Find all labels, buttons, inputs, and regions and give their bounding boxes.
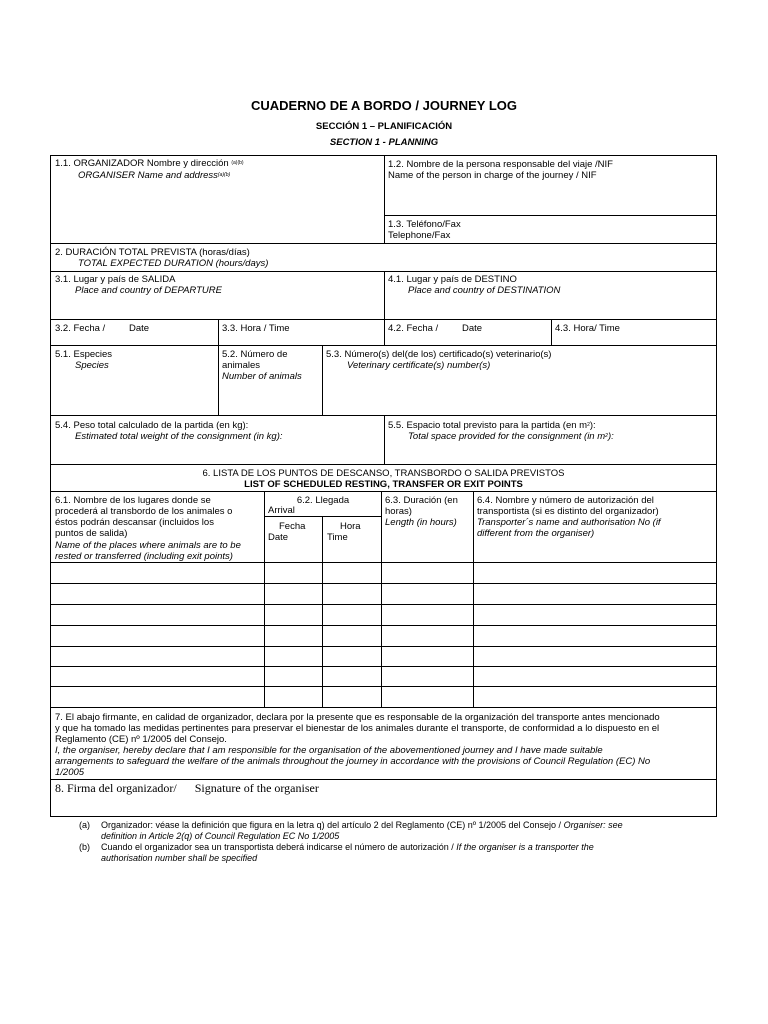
section-title-es: SECCIÓN 1 – PLANIFICACIÓN: [315, 121, 453, 132]
field-4-3-label: 4.3. Hora/ Time: [555, 323, 620, 334]
col-6-2-date: Date: [268, 532, 289, 543]
field-5-4-label-en: Estimated total weight of the consignment (in kg):: [75, 431, 283, 442]
divider-1-2: [384, 215, 717, 216]
document-title: CUADERNO DE A BORDO / JOURNEY LOG: [250, 98, 518, 113]
col-6-1-es-2: procederá al transbordo de los animales o: [55, 506, 233, 517]
divider-arrival: [265, 516, 381, 517]
vline-table-4: [473, 491, 474, 707]
table-row-line: [50, 604, 717, 605]
col-6-2-time: Time: [327, 532, 348, 543]
field-2-label-en: TOTAL EXPECTED DURATION (hours/days): [78, 258, 269, 269]
field-1-1-label-es: 1.1. ORGANIZADOR Nombre y dirección $^{(a)(b)}$: [55, 158, 244, 169]
table-row-line: [50, 583, 717, 584]
table-row-line: [50, 707, 717, 708]
field-2-label-es: 2. DURACIÓN TOTAL PREVISTA (horas/días): [55, 247, 250, 258]
divider-8: [50, 491, 717, 492]
vline-table-1: [264, 491, 265, 707]
field-5-3-label-es: 5.3. Número(s) del(de los) certificado(s) veterinario(s): [326, 349, 552, 360]
vline-4a: [218, 319, 219, 415]
footnote-a-mark: (a): [79, 820, 90, 830]
vline-3: [384, 271, 385, 345]
field-4-2-label-es: 4.2. Fecha /: [388, 323, 439, 334]
declaration-en-1: I, the organiser, hereby declare that I am responsible for the organisation of the abovementioned journey and I have made suitable: [55, 745, 603, 756]
field-3-2-label-en: Date: [129, 323, 150, 334]
table-row-line: [50, 625, 717, 626]
col-6-2-hora: Hora: [340, 521, 361, 532]
footnote-a-line-1: Organizador: véase la definición que figura en la letra q) del artículo 2 del Reglamento (CE) nº 1/2005 del Consejo / Organiser: see: [101, 820, 623, 830]
signature-label: 8. Firma del organizador/ Signature of the organiser: [55, 781, 319, 795]
table-row-line: [50, 646, 717, 647]
col-6-2-label-en: Arrival: [268, 505, 295, 516]
vline-table-3: [381, 491, 382, 707]
footnote-b-mark: (b): [79, 842, 90, 852]
field-1-3-label-es: 1.3. Teléfono/Fax: [388, 219, 461, 230]
footnote-a-line-2: definition in Article 2(q) of Council Regulation EC No 1/2005: [101, 831, 340, 841]
field-4-2-label-en: Date: [462, 323, 483, 334]
divider-2: [50, 243, 717, 244]
field-5-5-label-es: 5.5. Espacio total previsto para la partida (en $m^2$):: [388, 420, 596, 431]
col-6-3-es-1: 6.3. Duración (en: [385, 495, 458, 506]
col-6-1-en-1: Name of the places where animals are to be: [55, 540, 241, 551]
table-row-line: [50, 666, 717, 667]
col-6-3-en: Length (in hours): [385, 517, 457, 528]
declaration-es-2: y que ha tomado las medidas pertinentes para preservar el bienestar de los animales durante el transporte, de conformidad a lo dispuesto en el: [55, 723, 660, 734]
vline-1: [384, 155, 385, 243]
col-6-1-es-1: 6.1. Nombre de los lugares donde se: [55, 495, 211, 506]
field-1-1-label-en: ORGANISER Name and address$^{(a)(b)}$: [78, 170, 231, 181]
col-6-4-es-1: 6.4. Nombre y número de autorización del: [477, 495, 654, 506]
field-4-1-label-en: Place and country of DESTINATION: [408, 285, 561, 296]
field-5-5-label-en: Total space provided for the consignment (in $m^2$):: [408, 431, 614, 442]
section-title-en: SECTION 1 - PLANNING: [329, 137, 439, 148]
declaration-es-1: 7. El abajo firmante, en calidad de organizador, declara por la presente que es responsable de la organización del transporte antes mencionado: [55, 712, 660, 723]
field-1-2-label-es: 1.2. Nombre de la persona responsable del viaje /NIF: [388, 159, 613, 170]
col-6-1-en-2: rested or transferred (including exit points): [55, 551, 233, 562]
declaration-en-2: arrangements to safeguard the welfare of the animals throughout the journey in accordance with the provisions of Council Regulation (EC) No: [55, 756, 651, 767]
footnote-b-line-1: Cuando el organizador sea un transportista deberá indicarse el número de autorización / If the organiser is a transporter the: [101, 842, 594, 852]
field-5-2-label-es-2: animales: [222, 360, 261, 371]
col-6-1-es-3: éstos podrán descansar (incluidos los: [55, 517, 214, 528]
table-row-line: [50, 686, 717, 687]
col-6-1-es-4: puntos de salida): [55, 528, 128, 539]
declaration-en-3: 1/2005: [55, 767, 85, 778]
footnote-b-line-2: authorisation number shall be specified: [101, 853, 258, 863]
field-3-2-label-es: 3.2. Fecha /: [55, 323, 106, 334]
col-6-2-fecha: Fecha: [279, 521, 306, 532]
field-5-1-label-es: 5.1. Especies: [55, 349, 113, 360]
vline-5: [322, 345, 323, 415]
col-6-4-en-1: Transporter´s name and authorisation No (if: [477, 517, 661, 528]
col-6-3-es-2: horas): [385, 506, 412, 517]
section-6-heading-es: 6. LISTA DE LOS PUNTOS DE DESCANSO, TRANSBORDO O SALIDA PREVISTOS: [202, 468, 565, 479]
vline-4b: [551, 319, 552, 345]
col-6-2-label-es: 6.2. Llegada: [296, 495, 350, 506]
vline-6: [384, 415, 385, 464]
divider-8-sign: [50, 779, 717, 780]
col-6-4-en-2: different from the organiser): [477, 528, 595, 539]
field-1-3-label-en: Telephone/Fax: [388, 230, 451, 241]
field-3-1-label-es: 3.1. Lugar y país de SALIDA: [55, 274, 176, 285]
field-3-1-label-en: Place and country of DEPARTURE: [75, 285, 222, 296]
col-6-4-es-2: transportista (si es distinto del organizador): [477, 506, 659, 517]
section-6-heading-en: LIST OF SCHEDULED RESTING, TRANSFER OR EXIT POINTS: [244, 479, 523, 490]
field-5-4-label-es: 5.4. Peso total calculado de la partida (en kg):: [55, 420, 249, 431]
field-5-3-label-en: Veterinary certificate(s) number(s): [347, 360, 491, 371]
divider-table-header: [50, 562, 717, 563]
field-1-2-label-en: Name of the person in charge of the journey / NIF: [388, 170, 597, 181]
divider-7: [50, 464, 717, 465]
declaration-es-3: Reglamento (CE) nº 1/2005 del Consejo.: [55, 734, 227, 745]
field-5-1-label-en: Species: [75, 360, 109, 371]
vline-table-2: [322, 516, 323, 707]
field-5-2-label-es-1: 5.2. Número de: [222, 349, 288, 360]
divider-5: [50, 345, 717, 346]
field-4-1-label-es: 4.1. Lugar y país de DESTINO: [388, 274, 517, 285]
field-3-3-label: 3.3. Hora / Time: [222, 323, 290, 334]
field-5-2-label-en: Number of animals: [222, 371, 302, 382]
